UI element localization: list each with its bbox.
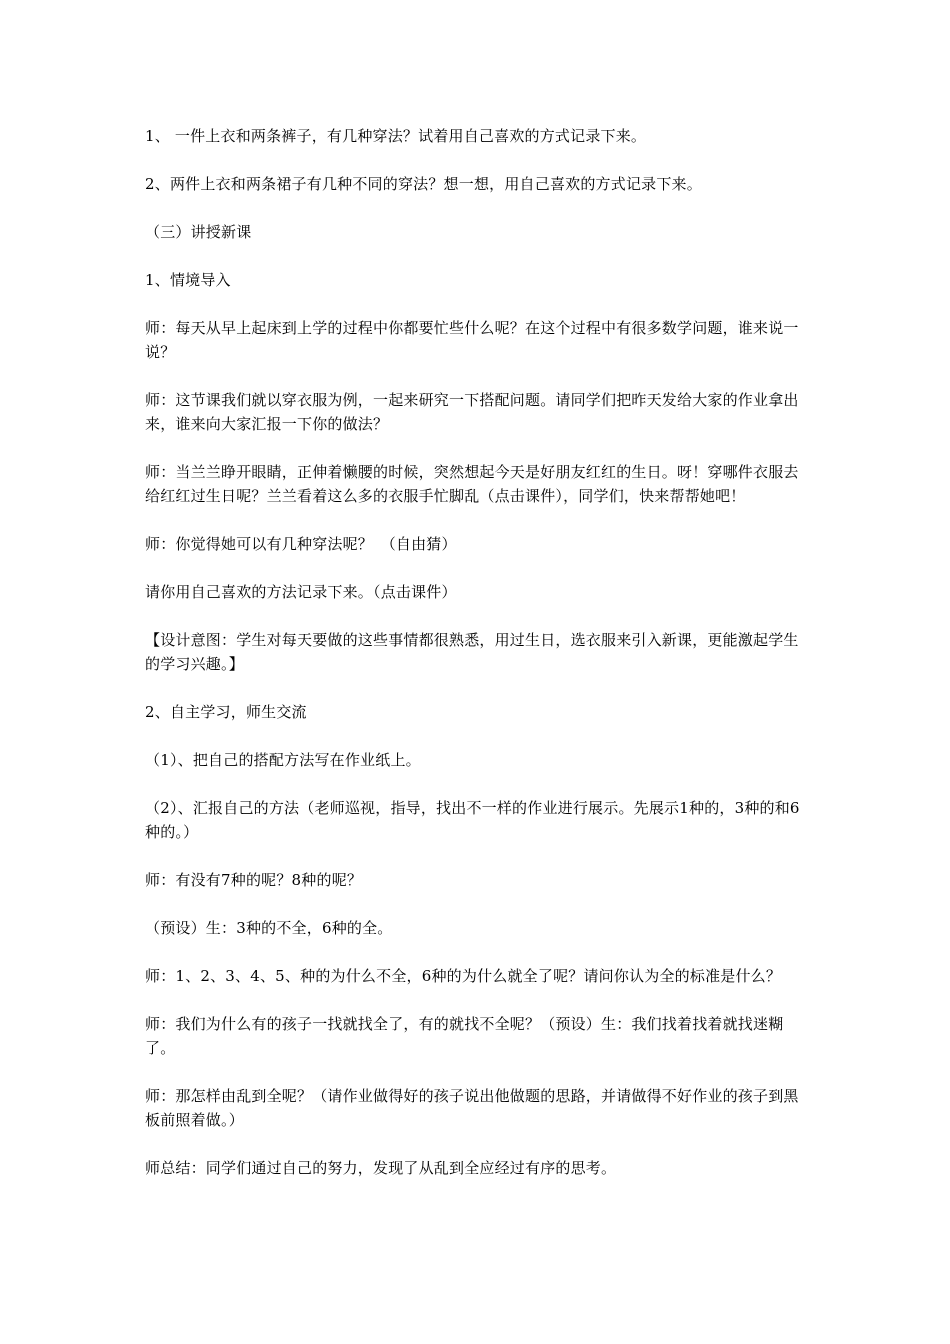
section-heading-new-lesson: （三）讲授新课 <box>145 223 252 241</box>
subheading-situation-intro: 1、情境导入 <box>145 271 231 289</box>
paragraph-task-2: 2、两件上衣和两条裙子有几种不同的穿法？想一想，用自己喜欢的方式记录下来。 <box>145 175 702 193</box>
paragraph-task-1: 1、 一件上衣和两条裤子，有几种穿法？试着用自己喜欢的方式记录下来。 <box>145 127 647 145</box>
paragraph-design-intent: 【设计意图：学生对每天要做的这些事情都很熟悉，用过生日，选衣服来引入新课，更能激起学生的学习兴趣。】 <box>145 631 799 673</box>
paragraph-teacher-summary: 师总结：同学们通过自己的努力，发现了从乱到全应经过有序的思考。 <box>145 1159 617 1177</box>
paragraph-step-2: （2）、汇报自己的方法（老师巡视，指导，找出不一样的作业进行展示。先展示1种的，3种的和6种的。） <box>145 799 800 841</box>
paragraph-teacher-standard: 师：1、2、3、4、5、种的为什么不全，6种的为什么就全了呢？请问你认为全的标准是什么？ <box>145 967 782 985</box>
paragraph-student-answer: （预设）生：3种的不全，6种的全。 <box>145 919 393 937</box>
paragraph-record-instruction: 请你用自己喜欢的方法记录下来。（点击课件） <box>145 583 457 601</box>
paragraph-teacher-question-7-8: 师：有没有7种的呢？8种的呢？ <box>145 871 363 889</box>
paragraph-teacher-question-2: 师：这节课我们就以穿衣服为例，一起来研究一下搭配问题。请同学们把昨天发给大家的作业拿出来，谁来向大家汇报一下你的做法？ <box>145 391 799 433</box>
paragraph-step-1: （1）、把自己的搭配方法写在作业纸上。 <box>145 751 421 769</box>
paragraph-teacher-why: 师：我们为什么有的孩子一找就找全了，有的就找不全呢？（预设）生：我们找着找着就找迷糊了。 <box>145 1015 784 1057</box>
subheading-self-study: 2、自主学习，师生交流 <box>145 703 307 721</box>
paragraph-teacher-story: 师：当兰兰睁开眼睛，正伸着懒腰的时候，突然想起今天是好朋友红红的生日。呀！穿哪件衣服去给红红过生日呢？兰兰看着这么多的衣服手忙脚乱（点击课件），同学们，快来帮帮她吧！ <box>145 463 799 505</box>
paragraph-teacher-order: 师：那怎样由乱到全呢？（请作业做得好的孩子说出他做题的思路，并请做得不好作业的孩子到黑板前照着做。） <box>145 1087 799 1129</box>
paragraph-teacher-guess: 师：你觉得她可以有几种穿法呢？ （自由猜） <box>145 535 457 553</box>
document-body <box>145 124 813 1204</box>
paragraph-teacher-question-1: 师：每天从早上起床到上学的过程中你都要忙些什么呢？在这个过程中有很多数学问题，谁来说一说？ <box>145 319 799 361</box>
